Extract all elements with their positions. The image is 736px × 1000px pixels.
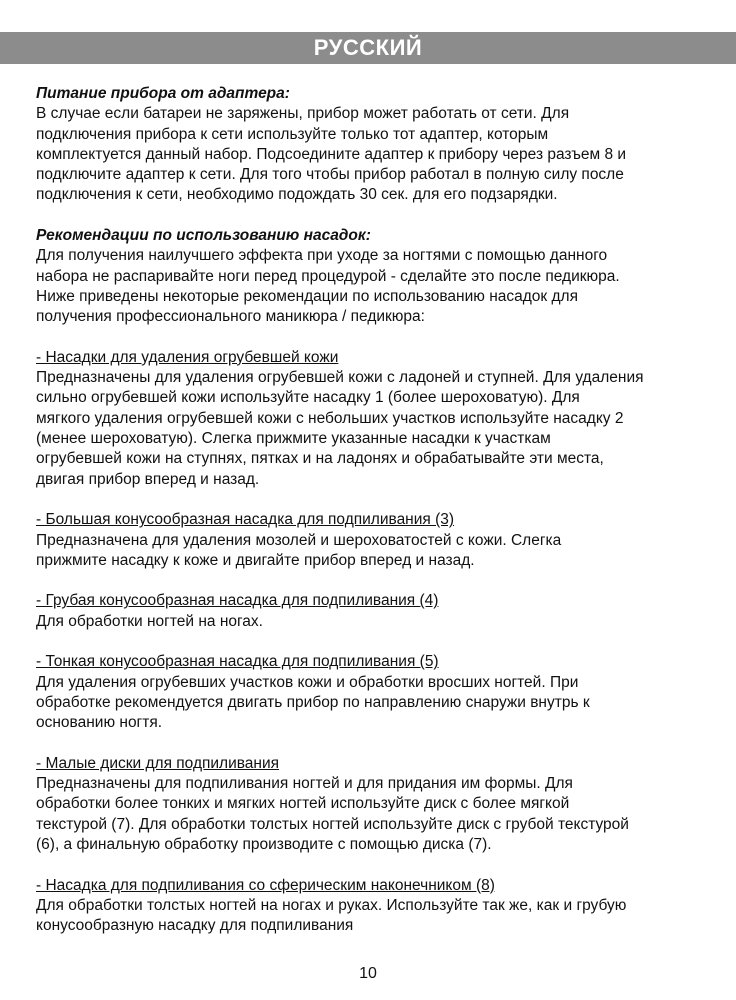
paragraph-line: Предназначены для подпиливания ногтей и для придания им формы. Для [36,775,573,793]
paragraph-line: Для удаления огрубевших участков кожи и обработки вросших ногтей. При [36,673,579,691]
paragraph-line: Для обработки толстых ногтей на ногах и руках. Используйте так же, как и грубую [36,896,627,914]
subsection-heading: - Тонкая конусообразная насадка для подпиливания (5) [36,653,439,671]
subsection-heading: - Грубая конусообразная насадка для подпиливания (4) [36,592,439,610]
paragraph-line: (6), а финальную обработку производите с помощью диска (7). [36,835,492,853]
language-title: РУССКИЙ [313,35,423,60]
subsection-heading: - Насадка для подпиливания со сферическим наконечником (8) [36,876,495,894]
subsection-heading: - Насадки для удаления огрубевшей кожи [36,348,339,366]
subsection-heading: - Малые диски для подпиливания [36,754,280,772]
section-adapter-power [36,84,716,206]
paragraph-line: подключения прибора к сети используйте только тот адаптер, которым [36,125,549,143]
section-heading: Рекомендации по использованию насадок: [36,227,371,245]
paragraph-line: основанию ногтя. [36,714,163,732]
paragraph-line: Предназначены для удаления огрубевшей кожи с ладоней и ступней. Для удаления [36,369,644,387]
section-coarse-cone-attachment [36,591,716,632]
paragraph-line: сильно огрубевшей кожи используйте насадку 1 (более шероховатую). Для [36,389,580,407]
paragraph-line: Предназначена для удаления мозолей и шероховатостей с кожи. Слегка [36,531,562,549]
paragraph-line: мягкого удаления огрубевшей кожи с небольших участков используйте насадку 2 [36,409,624,427]
paragraph-line: подключите адаптер к сети. Для того чтобы прибор работал в полную силу после [36,166,624,184]
paragraph-line: Для обработки ногтей на ногах. [36,612,263,630]
paragraph-line: В случае если батареи не заряжены, прибор может работать от сети. Для [36,105,570,123]
paragraph-line: обработки более тонких и мягких ногтей используйте диск с более мягкой [36,795,570,813]
subsection-heading: - Большая конусообразная насадка для подпиливания (3) [36,511,455,529]
paragraph-line: конусообразную насадку для подпиливания [36,917,354,935]
language-header-bar [0,32,736,64]
paragraph-line: получения профессионального маникюра / педикюра: [36,308,425,326]
paragraph-line: Для получения наилучшего эффекта при уходе за ногтями с помощью данного [36,247,608,265]
section-fine-cone-attachment [36,652,716,733]
paragraph-line: подключения к сети, необходимо подождать 30 сек. для его подзарядки. [36,186,558,204]
paragraph-line: обработке рекомендуется двигать прибор по направлению снаружи внутрь к [36,693,590,711]
paragraph-line: Ниже приведены некоторые рекомендации по использованию насадок для [36,287,578,305]
paragraph-line: (менее шероховатую). Слегка прижмите указанные насадки к участкам [36,430,551,448]
paragraph-line: огрубевшей кожи на ступнях, пятках и на ладонях и обрабатывайте эти места, [36,450,604,468]
document-body [36,84,716,957]
section-large-cone-attachment [36,510,716,571]
section-spherical-tip-attachment [36,876,716,937]
paragraph-line: набора не распаривайте ноги перед процедурой - сделайте это после педикюра. [36,267,620,285]
paragraph-line: текстурой (7). Для обработки толстых ногтей используйте диск с грубой текстурой [36,815,629,833]
paragraph-line: прижмите насадку к коже и двигайте прибор вперед и назад. [36,551,475,569]
section-heading: Питание прибора от адаптера: [36,85,290,102]
paragraph-line: двигая прибор вперед и назад. [36,470,260,488]
section-small-discs [36,754,716,855]
paragraph-line: комплектуется данный набор. Подсоедините адаптер к прибору через разъем 8 и [36,145,627,163]
section-callus-attachments [36,348,716,490]
page-number: 10 [359,965,377,982]
section-attachment-recommendations [36,226,716,327]
